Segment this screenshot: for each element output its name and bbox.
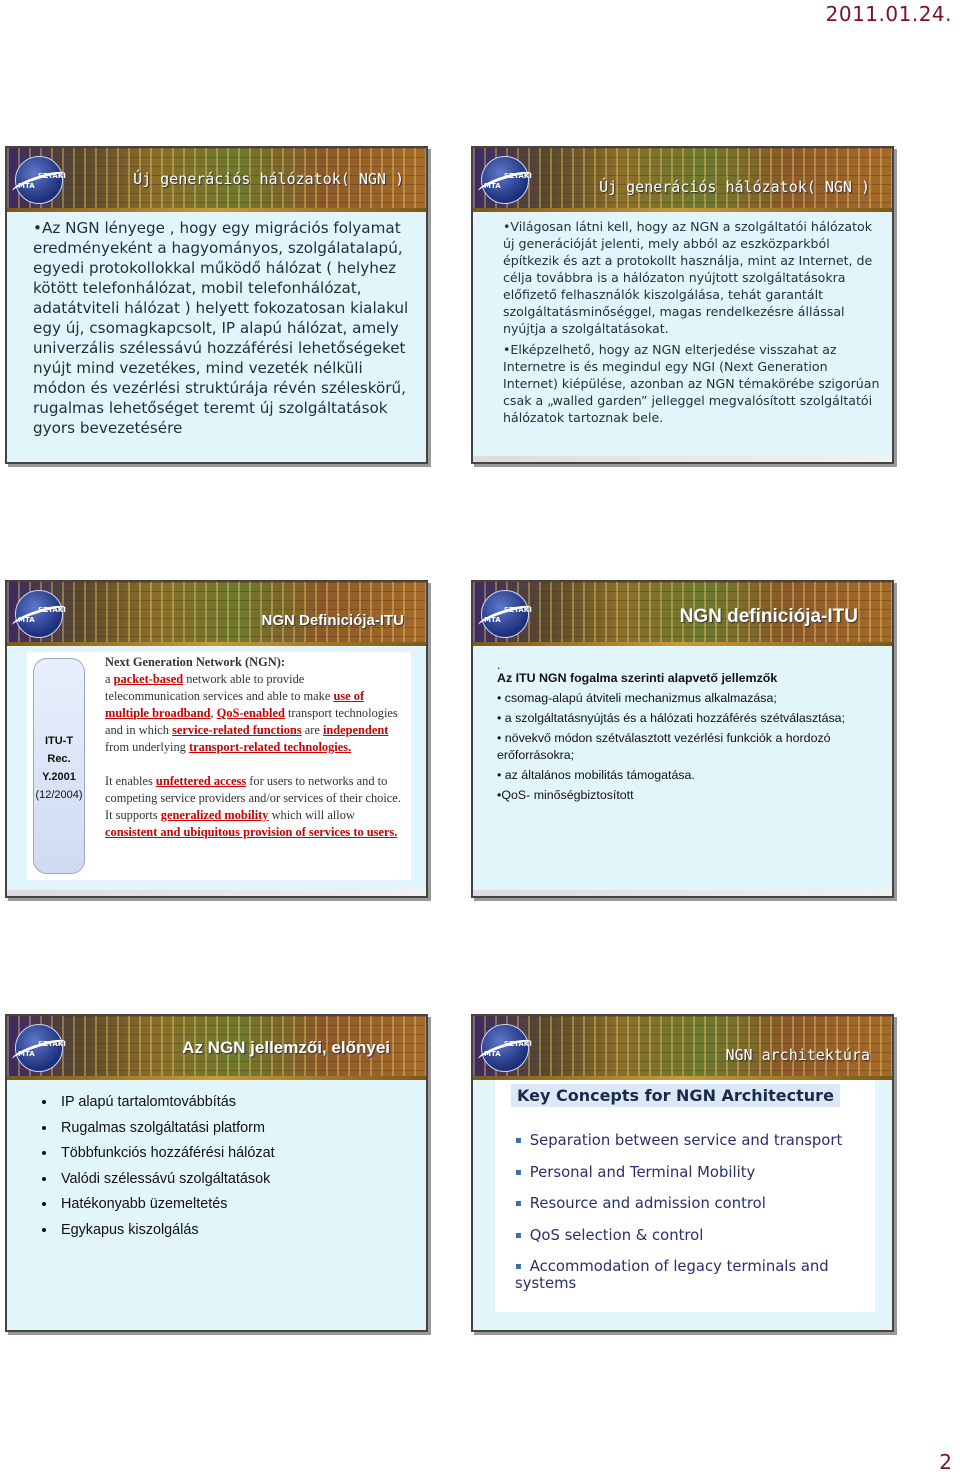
list-item: ▪ Resource and admission control (515, 1195, 875, 1212)
mta-sztaki-logo: MTA SZTAKI (479, 588, 533, 638)
list-item: ▪ Personal and Terminal Mobility (515, 1164, 875, 1181)
slide-4 (471, 580, 894, 898)
list-item: • csomag-alapú átviteli mechanizmus alkalmazása; (497, 691, 777, 705)
list-item: • az általános mobilitás támogatása. (497, 768, 695, 782)
list-item: • Többfunkciós hozzáférési hálózat (57, 1145, 415, 1161)
slide-5 (5, 1014, 428, 1332)
itu-definition-text: Next Generation Network (NGN): a packet-based network able to provide telecommunication services and able to make use of multiple broadband, QoS-enabled transport technologies and in which service-related functions are independent from underlying transport-related technologies. It enables unfettered access for users to networks and to competing service providers and/or services of their choice. It supports generalized mobility which will allow consistent and ubiquitous provision of services to users. (105, 655, 401, 839)
slide-1 (5, 146, 428, 464)
slide-title: Új generációs hálózatok( NGN ) (599, 178, 870, 196)
list-item: •QoS- minőségbiztosított (497, 788, 634, 802)
key-concepts-image (495, 1080, 875, 1312)
list-item: • Hatékonyabb üzemeltetés (57, 1196, 415, 1212)
list-item: ▪ Accommodation of legacy terminals and systems (515, 1258, 875, 1292)
slide-2 (471, 146, 894, 464)
list-item: • növekvő módon szétválasztott vezérlési funkciók a hordozó erőforrásokra; (497, 731, 831, 762)
slide-banner (473, 1016, 892, 1080)
slide-text (35, 1094, 415, 1248)
slide-title: NGN Definiciója-ITU (261, 612, 404, 629)
itu-badge: ITU-T Rec. Y.2001 (12/2004) (33, 658, 85, 874)
slide-6 (471, 1014, 894, 1332)
page-number: 2 (939, 1450, 952, 1474)
paragraph: •Világosan látni kell, hogy az NGN a szolgáltatói hálózatok új generációját jelenti, mely abból az eszközparkból építkezik és azt a protokollt használja, mint az Internet, de célja továbbra is a hálózaton nyújtott szolgáltatásokra előfizető felhasználók kiszolgálása, tehát garantált szolgáltatásminőséggel, magas rendelkezésre állással nyújtja a szolgáltatásokat. (503, 219, 873, 336)
list-item: • IP alapú tartalomtovábbítás (57, 1094, 415, 1110)
list-item: • Rugalmas szolgáltatási platform (57, 1120, 415, 1136)
mta-sztaki-logo: MTA SZTAKI (13, 1022, 67, 1072)
list-item: • Egykapus kiszolgálás (57, 1222, 415, 1238)
slide-title: Új generációs hálózatok( NGN ) (133, 170, 404, 188)
slide-text: . Az ITU NGN fogalma szerinti alapvető jellemzők • csomag-alapú átviteli mechanizmus alkalmazása; • a szolgáltatásnyújtás és a hálózati hozzáférés szétválasztása; • növekvő módon szétválasztott vezérlési funkciók a hordozó erőforrásokra; • az általános mobilitás támogatása. •QoS- minőségbiztosított (497, 660, 887, 807)
slide-banner (473, 148, 892, 212)
paragraph: •Elképzelhető, hogy az NGN elterjedése visszahat az Internetre is és megindul egy NGI (Next Generation Internet) kiépülése, azonban az NGN témakörébe szigorúan csak a „walled garden” jelleggel megvalósított szolgáltatói hálózatok tartoznak bele. (503, 342, 880, 425)
slide-title: Az NGN jellemzői, előnyei (182, 1038, 390, 1057)
key-concepts-title: Key Concepts for NGN Architecture (511, 1084, 840, 1107)
slide-text: •Az NGN lényege , hogy egy migrációs folyamat eredményeként a hagyományos, szolgálatalapú, egyedi protokollokkal működő hálózat ( helyhez kötött telefonhálózat, mobil telefonhálózat, adatátviteli hálózat ) helyett fokozatosan kialakul egy új, csomagkapcsolt, IP alapú hálózat, amely univerzális szélessávú hozzáférési lehetőségeket nyújt mind vezetékes, mind vezeték nélküli módon és vezérlési struktúrája révén széleskörű, rugalmas lehetőséget teremt új szolgáltatások gyors bevezetésére (33, 219, 409, 437)
slide-title: NGN definiciója-ITU (679, 606, 858, 627)
date-header: 2011.01.24. (825, 2, 952, 26)
list-item: ▪ Separation between service and transport (515, 1132, 875, 1149)
slide-3 (5, 580, 428, 898)
mta-sztaki-logo: MTA SZTAKI (13, 154, 67, 204)
heading: Az ITU NGN fogalma szerinti alapvető jellemzők (497, 671, 778, 685)
mta-sztaki-logo: MTA SZTAKI (479, 1022, 533, 1072)
list-item: • Valódi szélessávú szolgáltatások (57, 1171, 415, 1187)
slide-text (503, 218, 883, 430)
list-item: • a szolgáltatásnyújtás és a hálózati hozzáférés szétválasztása; (497, 711, 846, 725)
itu-definition-image (27, 652, 411, 880)
slide-title: NGN architektúra (725, 1046, 870, 1064)
mta-sztaki-logo: MTA SZTAKI (479, 154, 533, 204)
slide-banner (473, 582, 892, 646)
list-item: ▪ QoS selection & control (515, 1227, 875, 1244)
slide-banner (7, 582, 426, 646)
slide-banner (7, 148, 426, 212)
slide-banner (7, 1016, 426, 1080)
mta-sztaki-logo: MTA SZTAKI (13, 588, 67, 638)
